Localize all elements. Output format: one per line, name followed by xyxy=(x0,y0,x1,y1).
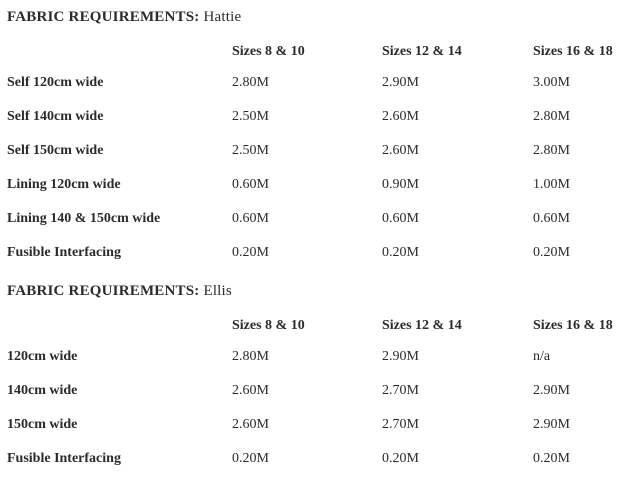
section-title-name: Hattie xyxy=(203,9,242,25)
row-label: Lining 140 & 150cm wide xyxy=(7,211,161,226)
fabric-table-hattie xyxy=(7,7,627,270)
table-cell: 2.60M xyxy=(382,109,419,124)
column-header: Sizes 12 & 14 xyxy=(382,44,462,59)
table-cell: n/a xyxy=(533,349,551,364)
table-cell: 2.70M xyxy=(382,417,419,432)
table-row xyxy=(7,168,627,202)
table-row xyxy=(7,236,627,270)
table-cell: 0.20M xyxy=(533,451,570,466)
table-cell: 0.60M xyxy=(232,177,269,192)
row-label: 150cm wide xyxy=(7,417,78,432)
table-cell: 2.80M xyxy=(232,75,269,90)
row-label: Lining 120cm wide xyxy=(7,177,121,192)
table-header-row xyxy=(7,312,627,340)
section-title-prefix: FABRIC REQUIREMENTS: xyxy=(7,9,200,25)
section-title xyxy=(7,7,627,27)
column-header: Sizes 16 & 18 xyxy=(533,318,613,333)
table-cell: 2.90M xyxy=(533,383,570,398)
section-title xyxy=(7,281,627,301)
table-cell: 2.60M xyxy=(232,417,269,432)
table-header-row xyxy=(7,38,627,66)
fabric-table-ellis xyxy=(7,281,627,476)
column-header: Sizes 8 & 10 xyxy=(232,44,305,59)
column-header: Sizes 8 & 10 xyxy=(232,318,305,333)
table-cell: 0.20M xyxy=(382,245,419,260)
table-cell: 2.80M xyxy=(533,109,570,124)
table-cell: 0.60M xyxy=(533,211,570,226)
row-label: 120cm wide xyxy=(7,349,78,364)
row-label: Self 120cm wide xyxy=(7,75,104,90)
table-cell: 2.80M xyxy=(232,349,269,364)
table-row xyxy=(7,134,627,168)
table-row xyxy=(7,66,627,100)
table-row xyxy=(7,340,627,374)
row-label: Self 140cm wide xyxy=(7,109,104,124)
row-label: Fusible Interfacing xyxy=(7,245,121,260)
section-title-name: Ellis xyxy=(203,283,232,299)
table-cell: 2.60M xyxy=(382,143,419,158)
table-cell: 0.90M xyxy=(382,177,419,192)
table-cell: 1.00M xyxy=(533,177,570,192)
table-cell: 0.60M xyxy=(232,211,269,226)
table-row xyxy=(7,408,627,442)
table-row xyxy=(7,374,627,408)
row-label: Fusible Interfacing xyxy=(7,451,121,466)
table-cell: 0.20M xyxy=(232,245,269,260)
table-cell: 0.20M xyxy=(232,451,269,466)
section-title-prefix: FABRIC REQUIREMENTS: xyxy=(7,283,200,299)
table-cell: 2.90M xyxy=(533,417,570,432)
table-row xyxy=(7,442,627,476)
column-header: Sizes 12 & 14 xyxy=(382,318,462,333)
table-cell: 3.00M xyxy=(533,75,570,90)
table-cell: 0.20M xyxy=(533,245,570,260)
table-cell: 2.90M xyxy=(382,75,419,90)
table-cell: 2.80M xyxy=(533,143,570,158)
table-cell: 2.50M xyxy=(232,109,269,124)
row-label: 140cm wide xyxy=(7,383,78,398)
table-cell: 2.90M xyxy=(382,349,419,364)
table-cell: 2.50M xyxy=(232,143,269,158)
table-cell: 0.20M xyxy=(382,451,419,466)
table-cell: 2.60M xyxy=(232,383,269,398)
table-row xyxy=(7,100,627,134)
table-row xyxy=(7,202,627,236)
column-header: Sizes 16 & 18 xyxy=(533,44,613,59)
table-cell: 2.70M xyxy=(382,383,419,398)
row-label: Self 150cm wide xyxy=(7,143,104,158)
table-cell: 0.60M xyxy=(382,211,419,226)
